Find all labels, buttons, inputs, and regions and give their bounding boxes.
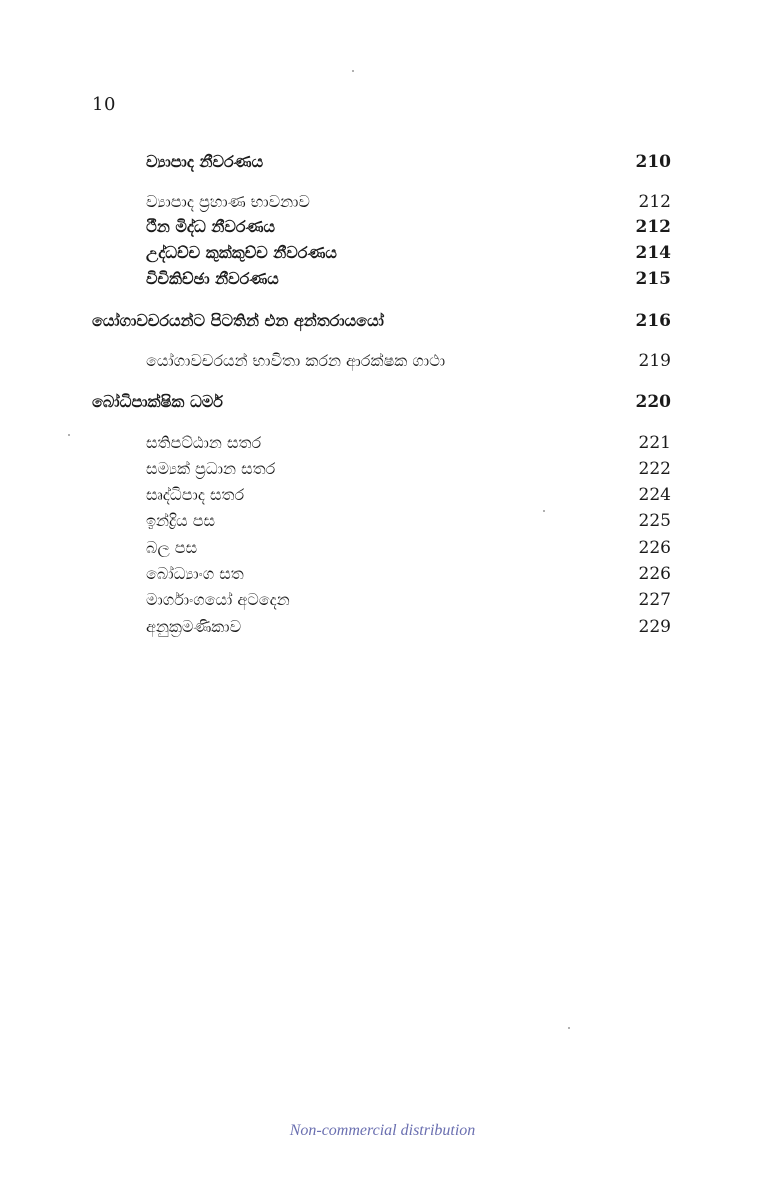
toc-entry-title: බෝධ්‍යාංග සත [146, 564, 244, 583]
print-speck [568, 1027, 570, 1029]
toc-entry [146, 508, 671, 534]
toc-entry-title: ඉන්ද්‍රිය පස [146, 511, 216, 530]
toc-entry-title: බල පස [146, 538, 198, 557]
toc-entry [146, 266, 671, 292]
page-number: 10 [92, 94, 116, 115]
toc-entry-page: 215 [635, 269, 671, 289]
toc-entry [146, 430, 671, 456]
toc-entry [146, 535, 671, 561]
toc-entry [146, 587, 671, 613]
toc-entry [146, 214, 671, 240]
toc-entry-page: 226 [638, 538, 671, 558]
print-speck [68, 434, 70, 436]
toc-entry-page: 221 [638, 433, 671, 453]
toc-entry-page: 222 [638, 459, 671, 479]
toc-entry-page: 226 [638, 564, 671, 584]
toc-section-page: 220 [635, 392, 671, 412]
toc-entry [146, 614, 671, 640]
toc-section [92, 308, 671, 334]
toc-entry [146, 189, 671, 215]
toc-section [92, 389, 671, 415]
toc-entry-page: 225 [638, 511, 671, 531]
toc-entry-page: 229 [638, 617, 671, 637]
toc-section-title: බෝධිපාක්ෂික ධර්ම [92, 392, 223, 411]
toc-entry-page: 212 [635, 217, 671, 237]
toc-entry-title: මාර්ගාංගයෝ අටදෙන [146, 590, 290, 609]
toc-entry-title: සම්‍යක් ප්‍රධාන සතර [146, 459, 276, 478]
toc-section-title: යෝගාවචරයන්ට පිටතින් එන අන්තරායයෝ [92, 311, 384, 330]
toc-entry-page: 219 [638, 351, 671, 371]
toc-entry-title: සතිපට්ඨාන සතර [146, 433, 262, 452]
toc-entry [146, 561, 671, 587]
toc-entry-title: ව්‍යාපාද නීවරණය [146, 152, 264, 171]
toc-entry-title: විචිකිච්ඡා නීවරණය [146, 269, 279, 288]
toc-entry [146, 348, 671, 374]
toc-entry-title: ථීන මිද්ධ නීවරණය [146, 217, 276, 236]
toc-entry [146, 482, 671, 508]
footer-note: Non-commercial distribution [289, 1122, 476, 1139]
toc-section-page: 216 [635, 311, 671, 331]
print-speck [543, 510, 545, 512]
toc-entry-title: අනුක්‍රමණිකාව [146, 617, 242, 636]
toc-entry-page: 214 [635, 243, 671, 263]
toc-entry-title: ව්‍යාපාද ප්‍රහාණ භාවනාව [146, 192, 310, 211]
toc-entry-page: 212 [638, 192, 671, 212]
toc-entry-page: 227 [638, 590, 671, 610]
toc-entry [146, 240, 671, 266]
toc-entry [146, 149, 671, 175]
toc-entry-title: සෘද්ධිපාද සතර [146, 485, 245, 504]
toc-entry-page: 224 [638, 485, 671, 505]
print-speck [352, 70, 354, 72]
toc-entry [146, 456, 671, 482]
toc-entry-title: උද්ධච්ච කුක්කුච්ච නීවරණය [146, 243, 337, 262]
toc-entry-page: 210 [635, 152, 671, 172]
toc-entry-title: යෝගාවචරයන් භාවිතා කරන ආරක්ෂක ගාථා [146, 351, 446, 370]
